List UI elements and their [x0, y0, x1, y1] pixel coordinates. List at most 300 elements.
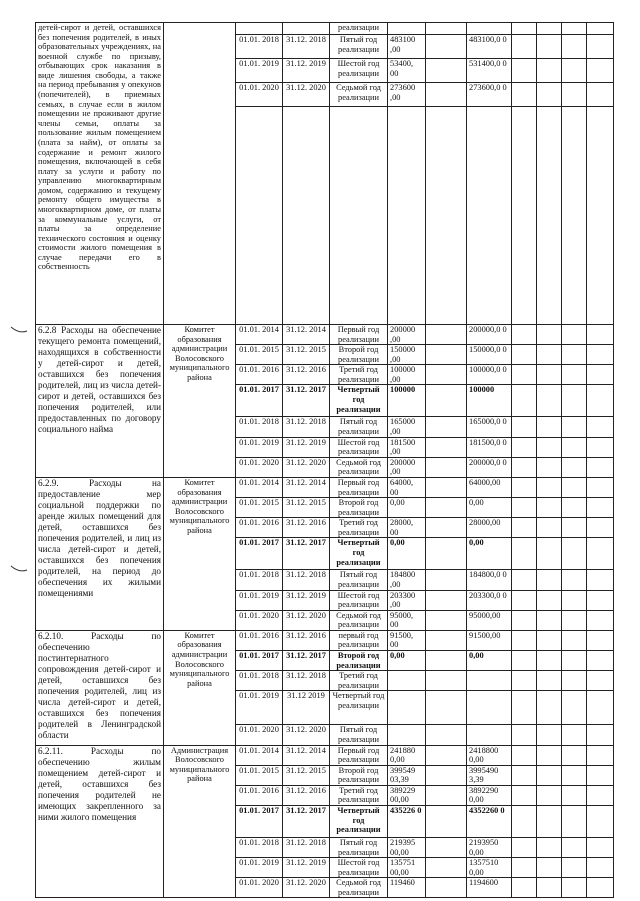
empty-cell: [587, 107, 614, 325]
total-cell: [467, 725, 512, 745]
total-cell: 1194600: [467, 878, 512, 898]
empty-cell: [587, 345, 614, 365]
year-label-cell: Седьмой год реализации: [330, 878, 388, 898]
year-label-cell: Второй год реализации: [330, 765, 388, 785]
empty-cell: [587, 385, 614, 417]
amount-cell: 181500 ,00: [388, 437, 426, 457]
year-label-cell: Первый год реализации: [330, 477, 388, 497]
empty-cell: [562, 671, 587, 691]
start-date-cell: 01.01. 2020: [236, 878, 283, 898]
empty-cell: [562, 477, 587, 497]
end-date-cell: 31.12. 2018: [283, 570, 330, 590]
empty-cell: [537, 651, 562, 671]
year-label-cell: Шестой год реализации: [330, 437, 388, 457]
empty-cell: [426, 570, 467, 590]
amount-cell: [388, 691, 426, 725]
year-label-cell: Второй год реализации: [330, 345, 388, 365]
end-date-cell: [283, 107, 330, 325]
budget-table: [35, 22, 614, 898]
year-label-cell: Седьмой год реализации: [330, 83, 388, 107]
total-cell: 150000,0 0: [467, 345, 512, 365]
start-date-cell: 01.01. 2018: [236, 837, 283, 857]
end-date-cell: 31.12. 2016: [283, 630, 330, 650]
empty-cell: [426, 878, 467, 898]
amount-cell: 135751 00,00: [388, 858, 426, 878]
start-date-cell: 01.01. 2019: [236, 437, 283, 457]
start-date-cell: 01.01. 2018: [236, 35, 283, 59]
empty-cell: [562, 107, 587, 325]
total-cell: 2418800 0,00: [467, 745, 512, 765]
start-date-cell: 01.01. 2019: [236, 691, 283, 725]
start-date-cell: 01.01. 2020: [236, 457, 283, 477]
empty-cell: [512, 417, 537, 437]
empty-cell: [587, 457, 614, 477]
empty-cell: [512, 837, 537, 857]
amount-cell: 0,00: [388, 498, 426, 518]
empty-cell: [537, 671, 562, 691]
amount-cell: 165000 ,00: [388, 417, 426, 437]
start-date-cell: 01.01. 2019: [236, 590, 283, 610]
empty-cell: [587, 878, 614, 898]
empty-cell: [426, 590, 467, 610]
year-label-cell: Второй год реализации: [330, 498, 388, 518]
empty-cell: [537, 59, 562, 83]
empty-cell: [562, 805, 587, 837]
start-date-cell: 01.01. 2017: [236, 651, 283, 671]
total-cell: 91500,00: [467, 630, 512, 650]
empty-cell: [426, 671, 467, 691]
end-date-cell: 31.12. 2017: [283, 805, 330, 837]
empty-cell: [512, 385, 537, 417]
empty-cell: [512, 671, 537, 691]
amount-cell: 184800 ,00: [388, 570, 426, 590]
end-date-cell: 31.12. 2014: [283, 477, 330, 497]
empty-cell: [512, 630, 537, 650]
empty-cell: [562, 345, 587, 365]
empty-cell: [587, 538, 614, 570]
amount-cell: 200000 ,00: [388, 325, 426, 345]
empty-cell: [537, 83, 562, 107]
empty-cell: [537, 457, 562, 477]
total-cell: [467, 107, 512, 325]
empty-cell: [537, 107, 562, 325]
empty-cell: [512, 570, 537, 590]
total-cell: [467, 671, 512, 691]
empty-cell: [512, 83, 537, 107]
empty-cell: [562, 83, 587, 107]
year-label-cell: Первый год реализации: [330, 325, 388, 345]
empty-cell: [562, 498, 587, 518]
start-date-cell: 01.01. 2015: [236, 498, 283, 518]
total-cell: 95000,00: [467, 610, 512, 630]
empty-cell: [537, 691, 562, 725]
empty-cell: [587, 365, 614, 385]
year-label-cell: Четвертый год реализации: [330, 805, 388, 837]
start-date-cell: 01.01. 2017: [236, 805, 283, 837]
empty-cell: [537, 345, 562, 365]
empty-cell: [562, 691, 587, 725]
total-cell: 100000,0 0: [467, 365, 512, 385]
empty-cell: [562, 325, 587, 345]
amount-cell: [388, 671, 426, 691]
empty-cell: [537, 725, 562, 745]
empty-cell: [587, 325, 614, 345]
empty-cell: [537, 23, 562, 35]
margin-tick-mark: [10, 326, 28, 334]
empty-cell: [587, 671, 614, 691]
empty-cell: [512, 878, 537, 898]
total-cell: 3892290 0,00: [467, 785, 512, 805]
empty-cell: [426, 457, 467, 477]
year-label-cell: Второй год реализации: [330, 651, 388, 671]
total-cell: 184800,0 0: [467, 570, 512, 590]
year-label-cell: Третий год реализации: [330, 365, 388, 385]
empty-cell: [562, 858, 587, 878]
empty-cell: [426, 691, 467, 725]
empty-cell: [426, 477, 467, 497]
total-cell: 531400,0 0: [467, 59, 512, 83]
empty-cell: [512, 858, 537, 878]
start-date-cell: 01.01. 2016: [236, 785, 283, 805]
empty-cell: [562, 437, 587, 457]
start-date-cell: 01.01. 2020: [236, 83, 283, 107]
empty-cell: [426, 59, 467, 83]
end-date-cell: 31.12. 2019: [283, 437, 330, 457]
year-label-cell: Шестой год реализации: [330, 858, 388, 878]
empty-cell: [512, 35, 537, 59]
table-row: [36, 630, 614, 650]
empty-cell: [426, 35, 467, 59]
empty-cell: [426, 765, 467, 785]
empty-cell: [587, 23, 614, 35]
end-date-cell: 31.12. 2020: [283, 725, 330, 745]
amount-cell: 483100 ,00: [388, 35, 426, 59]
end-date-cell: 31.12. 2018: [283, 837, 330, 857]
end-date-cell: 31.12. 2017: [283, 385, 330, 417]
empty-cell: [512, 805, 537, 837]
total-cell: 4352260 0: [467, 805, 512, 837]
empty-cell: [562, 570, 587, 590]
empty-cell: [537, 518, 562, 538]
start-date-cell: 01.01. 2018: [236, 570, 283, 590]
year-label-cell: Третий год реализации: [330, 671, 388, 691]
empty-cell: [537, 570, 562, 590]
empty-cell: [587, 59, 614, 83]
amount-cell: 435226 0: [388, 805, 426, 837]
total-cell: 3995490 3,39: [467, 765, 512, 785]
amount-cell: 64000, 00: [388, 477, 426, 497]
empty-cell: [537, 538, 562, 570]
executor-cell: Комитет образования администрации Волосовского муниципального района: [164, 325, 236, 478]
empty-cell: [562, 878, 587, 898]
year-label-cell: Пятый год реализации: [330, 417, 388, 437]
end-date-cell: 31.12. 2020: [283, 610, 330, 630]
table-row: [36, 23, 614, 35]
amount-cell: 200000 ,00: [388, 457, 426, 477]
year-label-cell: Четвертый год реализации: [330, 385, 388, 417]
empty-cell: [537, 437, 562, 457]
empty-cell: [587, 837, 614, 857]
empty-cell: [537, 837, 562, 857]
year-label-cell: первый год реализации: [330, 630, 388, 650]
empty-cell: [562, 765, 587, 785]
empty-cell: [537, 417, 562, 437]
end-date-cell: 31.12. 2015: [283, 345, 330, 365]
empty-cell: [512, 325, 537, 345]
empty-cell: [537, 35, 562, 59]
end-date-cell: 31.12. 2017: [283, 538, 330, 570]
amount-cell: 273600 ,00: [388, 83, 426, 107]
empty-cell: [426, 518, 467, 538]
total-cell: 273600,0 0: [467, 83, 512, 107]
total-cell: 0,00: [467, 498, 512, 518]
amount-cell: 28000, 00: [388, 518, 426, 538]
empty-cell: [426, 498, 467, 518]
empty-cell: [562, 785, 587, 805]
amount-cell: 91500, 00: [388, 630, 426, 650]
total-cell: 181500,0 0: [467, 437, 512, 457]
total-cell: 0,00: [467, 651, 512, 671]
empty-cell: [562, 630, 587, 650]
empty-cell: [426, 725, 467, 745]
empty-cell: [426, 745, 467, 765]
empty-cell: [512, 477, 537, 497]
empty-cell: [587, 570, 614, 590]
start-date-cell: 01.01. 2019: [236, 59, 283, 83]
start-date-cell: 01.01. 2018: [236, 417, 283, 437]
amount-cell: 0,00: [388, 651, 426, 671]
empty-cell: [512, 725, 537, 745]
table-row: [36, 325, 614, 345]
year-label-cell: Пятый год реализации: [330, 35, 388, 59]
end-date-cell: 31.12. 2020: [283, 457, 330, 477]
empty-cell: [537, 745, 562, 765]
end-date-cell: [283, 23, 330, 35]
margin-tick-mark: [10, 565, 28, 573]
end-date-cell: 31.12. 2019: [283, 590, 330, 610]
start-date-cell: 01.01. 2017: [236, 385, 283, 417]
empty-cell: [587, 858, 614, 878]
empty-cell: [562, 518, 587, 538]
end-date-cell: 31.12. 2014: [283, 745, 330, 765]
start-date-cell: 01.01. 2017: [236, 538, 283, 570]
empty-cell: [512, 23, 537, 35]
empty-cell: [512, 365, 537, 385]
empty-cell: [512, 107, 537, 325]
empty-cell: [537, 590, 562, 610]
amount-cell: 241880 0,00: [388, 745, 426, 765]
start-date-cell: 01.01. 2014: [236, 325, 283, 345]
total-cell: 0,00: [467, 538, 512, 570]
total-cell: 1357510 0,00: [467, 858, 512, 878]
total-cell: 203300,0 0: [467, 590, 512, 610]
amount-cell: 100000: [388, 385, 426, 417]
empty-cell: [426, 345, 467, 365]
executor-cell: [164, 23, 236, 325]
amount-cell: 95000, 00: [388, 610, 426, 630]
start-date-cell: [236, 107, 283, 325]
empty-cell: [562, 23, 587, 35]
start-date-cell: [236, 23, 283, 35]
empty-cell: [587, 691, 614, 725]
end-date-cell: 31.12. 2016: [283, 365, 330, 385]
empty-cell: [537, 498, 562, 518]
end-date-cell: 31.12 2019: [283, 691, 330, 725]
empty-cell: [426, 385, 467, 417]
empty-cell: [426, 23, 467, 35]
total-cell: 2193950 0,00: [467, 837, 512, 857]
executor-cell: Комитет образования администрации Волосовского муниципального района: [164, 630, 236, 745]
amount-cell: 203300 ,00: [388, 590, 426, 610]
empty-cell: [537, 630, 562, 650]
end-date-cell: 31.12. 2018: [283, 671, 330, 691]
empty-cell: [426, 785, 467, 805]
empty-cell: [562, 35, 587, 59]
empty-cell: [512, 590, 537, 610]
empty-cell: [426, 858, 467, 878]
year-label-cell: Шестой год реализации: [330, 59, 388, 83]
empty-cell: [512, 345, 537, 365]
empty-cell: [512, 745, 537, 765]
year-label-cell: Пятый год реализации: [330, 725, 388, 745]
start-date-cell: 01.01. 2014: [236, 745, 283, 765]
empty-cell: [537, 878, 562, 898]
empty-cell: [537, 785, 562, 805]
table-row: [36, 745, 614, 765]
empty-cell: [587, 651, 614, 671]
empty-cell: [562, 417, 587, 437]
empty-cell: [587, 35, 614, 59]
year-label-cell: Пятый год реализации: [330, 837, 388, 857]
end-date-cell: 31.12. 2017: [283, 651, 330, 671]
empty-cell: [562, 610, 587, 630]
empty-cell: [537, 365, 562, 385]
empty-cell: [512, 498, 537, 518]
empty-cell: [587, 745, 614, 765]
empty-cell: [512, 610, 537, 630]
empty-cell: [512, 59, 537, 83]
end-date-cell: 31.12. 2019: [283, 59, 330, 83]
empty-cell: [426, 630, 467, 650]
empty-cell: [562, 590, 587, 610]
empty-cell: [562, 745, 587, 765]
start-date-cell: 01.01. 2014: [236, 477, 283, 497]
year-label-cell: Седьмой год реализации: [330, 610, 388, 630]
empty-cell: [537, 385, 562, 417]
total-cell: [467, 691, 512, 725]
start-date-cell: 01.01. 2016: [236, 630, 283, 650]
executor-cell: Комитет образования администрации Волосовского муниципального района: [164, 477, 236, 630]
empty-cell: [587, 725, 614, 745]
start-date-cell: 01.01. 2015: [236, 765, 283, 785]
year-label-cell: Четвертый год реализации: [330, 538, 388, 570]
end-date-cell: 31.12. 2018: [283, 35, 330, 59]
activity-description: 6.2.11. Расходы по обеспечению жилым помещением детей-сирот и детей, оставшихся без попечения родителей не имеющих закрепленного за ними жилого помещения: [36, 745, 164, 898]
year-label-cell: Шестой год реализации: [330, 590, 388, 610]
empty-cell: [426, 107, 467, 325]
empty-cell: [426, 538, 467, 570]
amount-cell: 119460: [388, 878, 426, 898]
empty-cell: [537, 610, 562, 630]
start-date-cell: 01.01. 2020: [236, 610, 283, 630]
activity-description: детей-сирот и детей, оставшихся без попечения родителей, в иных образовательных учреждениях, на военной службе по призыву, отбывающих срок наказания в виде лишения свободы, а также на период пребывания у опекунов (попечителей), в приемных семьях, в случае если в жилом помещении не проживают другие члены семьи, оплаты за пользование жилым помещением (плата за найм), от оплаты за содержание и ремонт жилого помещения, включающей в себя плату за услуги и работу по управлению многоквартирным домом, содержанию и текущему ремонту общего имущества в многоквартирном доме, от платы за коммунальные услуги, от платы за определение технического состояния и оценку стоимости жилого помещения в случае передачи его в собственность: [36, 23, 164, 325]
table-row: [36, 477, 614, 497]
total-cell: 165000,0 0: [467, 417, 512, 437]
amount-cell: 399549 03,39: [388, 765, 426, 785]
amount-cell: 150000 ,00: [388, 345, 426, 365]
activity-description: 6.2.10. Расходы по обеспечению постинтернатного сопровождения детей-сирот и детей, оставшихся без попечения родителей, лиц из числа детей-сирот и детей, оставшихся без попечения родителей в Ленинградской области: [36, 630, 164, 745]
start-date-cell: 01.01. 2016: [236, 365, 283, 385]
start-date-cell: 01.01. 2016: [236, 518, 283, 538]
empty-cell: [426, 805, 467, 837]
end-date-cell: 31.12. 2016: [283, 785, 330, 805]
empty-cell: [426, 837, 467, 857]
empty-cell: [512, 457, 537, 477]
empty-cell: [562, 837, 587, 857]
empty-cell: [426, 651, 467, 671]
year-label-cell: Третий год реализации: [330, 518, 388, 538]
end-date-cell: 31.12. 2018: [283, 417, 330, 437]
year-label-cell: реализации: [330, 23, 388, 35]
empty-cell: [512, 437, 537, 457]
empty-cell: [512, 518, 537, 538]
amount-cell: 53400, 00: [388, 59, 426, 83]
end-date-cell: 31.12. 2020: [283, 83, 330, 107]
total-cell: 483100,0 0: [467, 35, 512, 59]
total-cell: 64000,00: [467, 477, 512, 497]
year-label-cell: Третий год реализации: [330, 785, 388, 805]
amount-cell: [388, 107, 426, 325]
empty-cell: [587, 477, 614, 497]
end-date-cell: 31.12. 2016: [283, 518, 330, 538]
empty-cell: [587, 590, 614, 610]
empty-cell: [426, 325, 467, 345]
empty-cell: [512, 651, 537, 671]
amount-cell: [388, 725, 426, 745]
empty-cell: [537, 765, 562, 785]
year-label-cell: Седьмой год реализации: [330, 457, 388, 477]
empty-cell: [562, 59, 587, 83]
empty-cell: [426, 365, 467, 385]
empty-cell: [587, 785, 614, 805]
empty-cell: [587, 765, 614, 785]
activity-description: 6.2.9. Расходы на предоставление мер социальной поддержки по аренде жилых помещений для детей, оставшихся без попечения родителей, и лиц из числа детей-сирот и детей, оставшихся без попечения родителей, на период до обеспечения их жилыми помещениями: [36, 477, 164, 630]
empty-cell: [537, 858, 562, 878]
amount-cell: 389229 00,00: [388, 785, 426, 805]
executor-cell: Администрация Волосовского муниципального района: [164, 745, 236, 898]
end-date-cell: 31.12. 2015: [283, 498, 330, 518]
empty-cell: [587, 437, 614, 457]
empty-cell: [426, 417, 467, 437]
year-label-cell: Четвертый год реализации: [330, 691, 388, 725]
year-label-cell: [330, 107, 388, 325]
empty-cell: [562, 651, 587, 671]
year-label-cell: Первый год реализации: [330, 745, 388, 765]
start-date-cell: 01.01. 2015: [236, 345, 283, 365]
empty-cell: [512, 785, 537, 805]
activity-description: 6.2.8 Расходы на обеспечение текущего ремонта помещений, находящихся в собственности у детей-сирот и детей, оставшихся без попечения родителей, лиц из числа детей-сирот и детей, оставшихся без попечения родителей, или предоставленных по договору социального найма: [36, 325, 164, 478]
amount-cell: 0,00: [388, 538, 426, 570]
empty-cell: [537, 477, 562, 497]
amount-cell: [388, 23, 426, 35]
end-date-cell: 31.12. 2015: [283, 765, 330, 785]
empty-cell: [537, 325, 562, 345]
total-cell: 200000,0 0: [467, 457, 512, 477]
end-date-cell: 31.12. 2019: [283, 858, 330, 878]
start-date-cell: 01.01. 2019: [236, 858, 283, 878]
empty-cell: [587, 83, 614, 107]
start-date-cell: 01.01. 2018: [236, 671, 283, 691]
